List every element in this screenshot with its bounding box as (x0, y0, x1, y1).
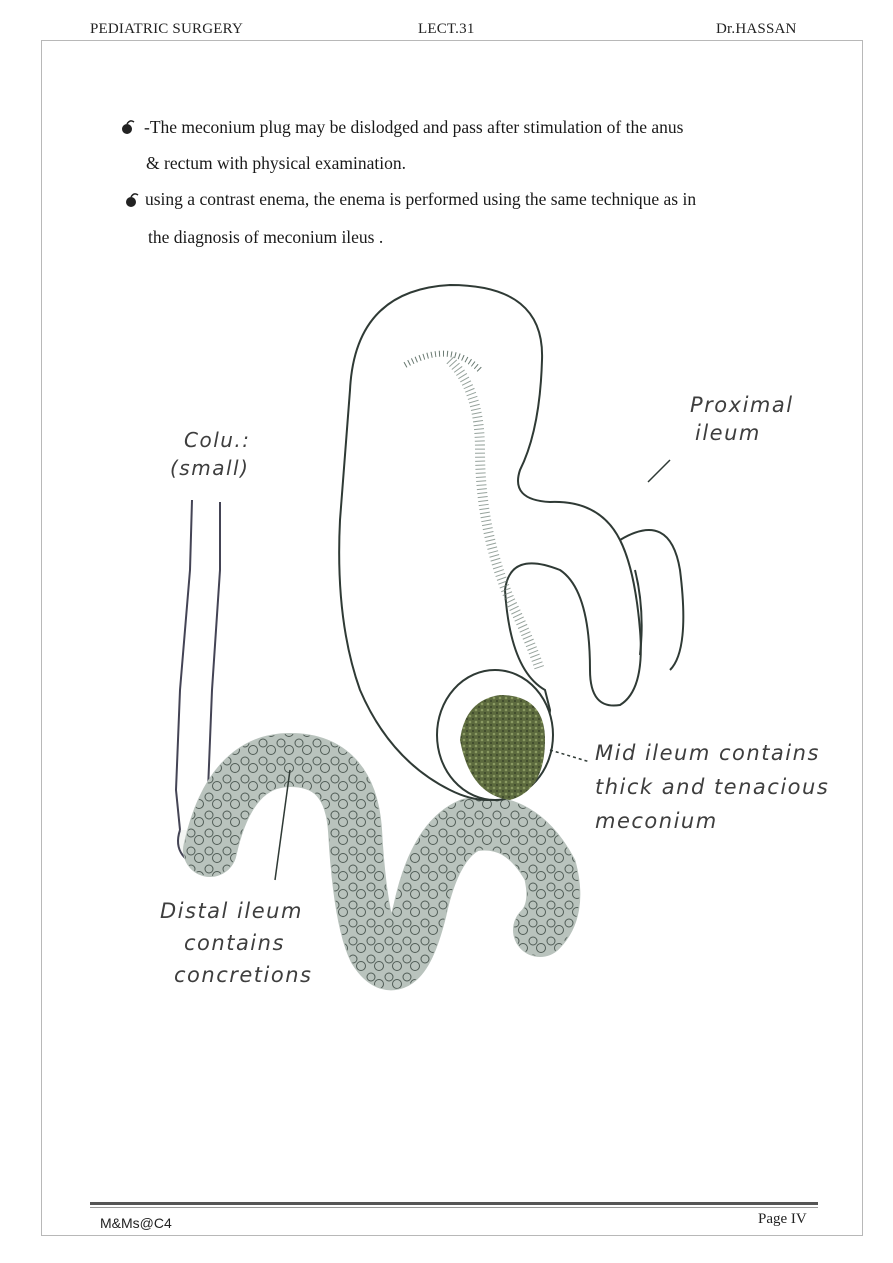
footer-rule (90, 1202, 818, 1205)
bullet-1-line-1: -The meconium plug may be dislodged and pass after stimulation of the anus (144, 117, 684, 137)
label-distal-line-2: contains (184, 931, 285, 955)
footer-source: M&Ms@C4 (100, 1215, 172, 1231)
header-course-title: PEDIATRIC SURGERY (90, 21, 244, 37)
mid-pointer (550, 750, 590, 762)
footer-rule-thin (90, 1207, 818, 1208)
bullet-1-line-2: & rectum with physical examination. (146, 153, 407, 173)
label-mid-line-3: meconium (595, 809, 718, 833)
label-colon-line-2: (small) (170, 456, 250, 480)
bullet-2-line-1: using a contrast enema, the enema is performed using the same technique as in (145, 189, 697, 209)
meconium-ileus-illustration (150, 270, 850, 1000)
header-author: Dr.HASSAN (716, 21, 797, 37)
label-colon-line-1: Colu.: (184, 428, 251, 452)
page-number: Page IV (758, 1211, 807, 1227)
label-distal-line-1: Distal ileum (160, 899, 303, 923)
label-proximal-line-1: Proximal (690, 393, 794, 417)
bullet-2-line-2: the diagnosis of meconium ileus . (148, 227, 384, 247)
meconium-mass (437, 670, 553, 800)
label-distal-line-3: concretions (174, 963, 313, 987)
header-lecture-number: LECT.31 (418, 21, 475, 37)
label-proximal-line-2: ileum (695, 421, 761, 445)
label-mid-line-2: thick and tenacious (595, 775, 830, 799)
label-mid-line-1: Mid ileum contains (595, 741, 820, 765)
